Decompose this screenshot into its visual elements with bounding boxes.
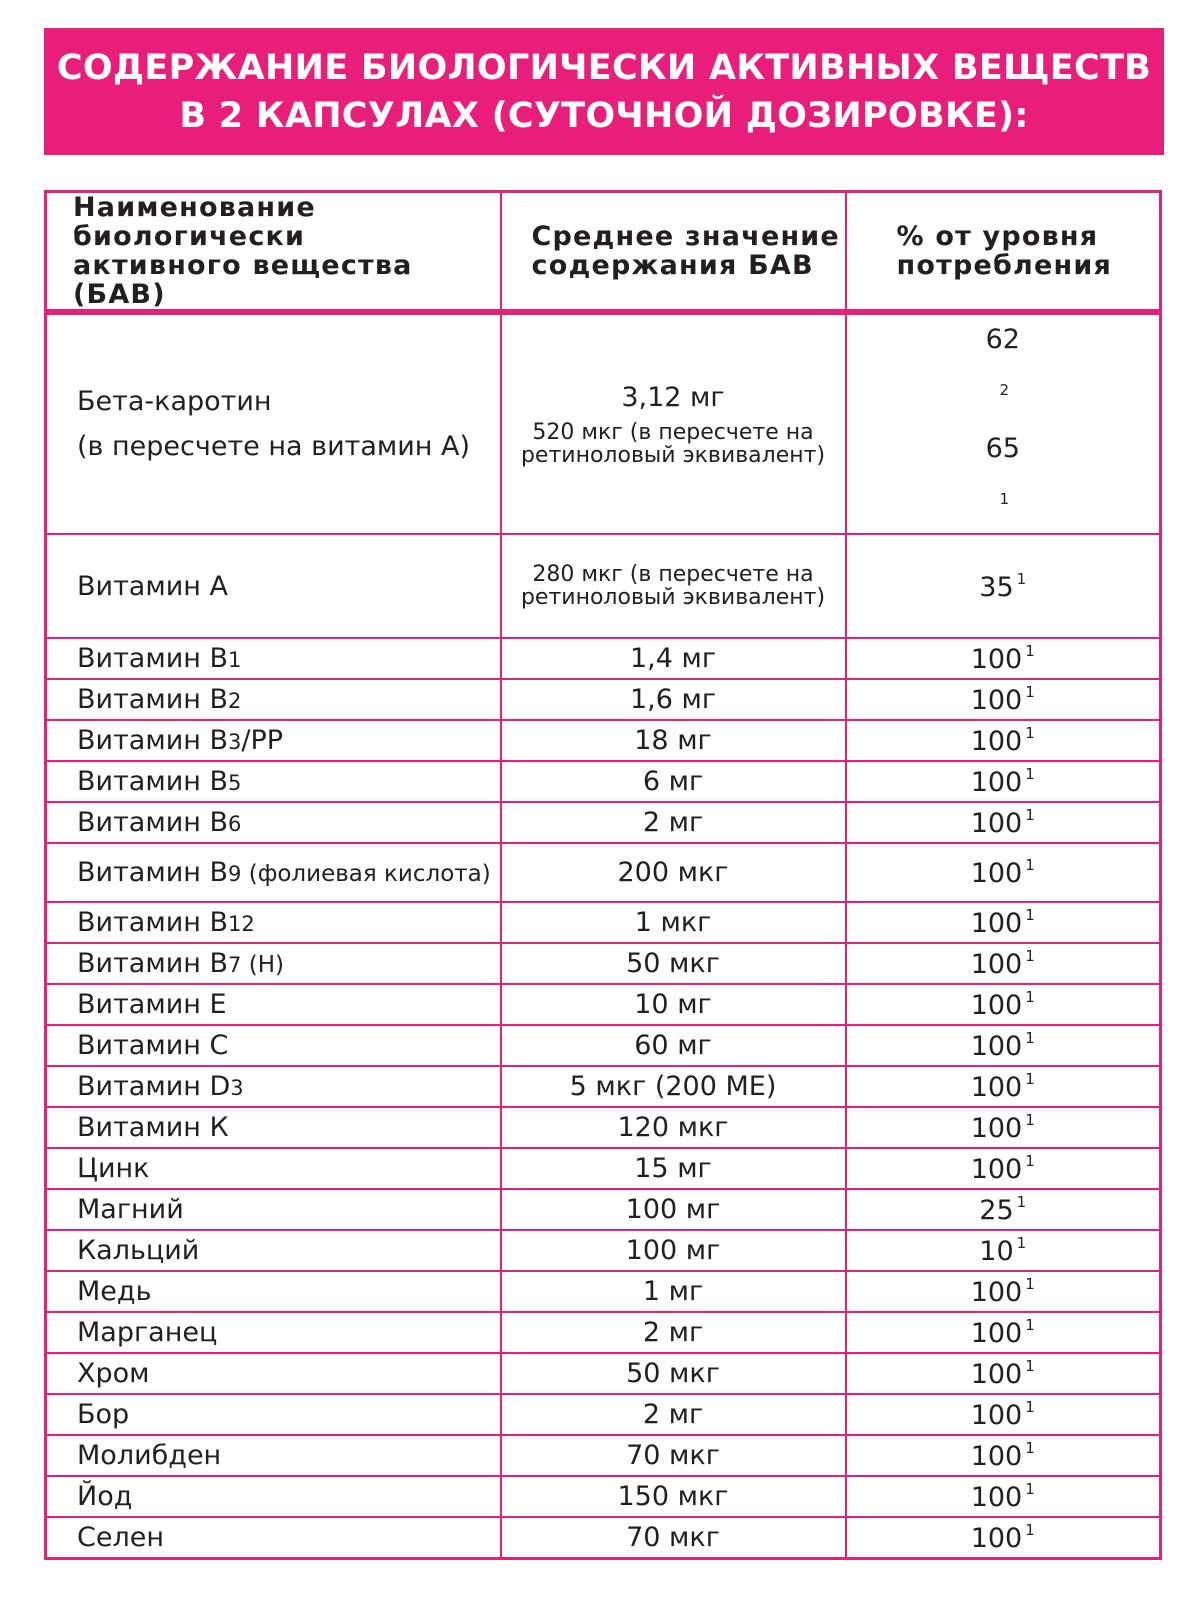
cell-percent: 100 $^1$ xyxy=(846,984,1161,1025)
cell-name: Витамин С xyxy=(46,1025,501,1066)
table-row xyxy=(46,1476,1161,1517)
cell-value: 5 мкг (200 МЕ) xyxy=(501,1066,846,1107)
cell-value: 150 мкг xyxy=(501,1476,846,1517)
cell-name: Витамин В7 (Н) xyxy=(46,943,501,984)
cell-name: Витамин В9 (фолиевая кислота) xyxy=(46,843,501,902)
table-row xyxy=(46,1353,1161,1394)
cell-value: 280 мкг (в пересчете на ретиноловый эквивалент) xyxy=(501,534,846,638)
table-row-vitamin-a xyxy=(46,534,1161,638)
nutrient-table xyxy=(44,190,1162,1560)
cell-percent: 100 $^1$ xyxy=(846,943,1161,984)
cell-percent: 100 $^1$ xyxy=(846,1271,1161,1312)
table-row xyxy=(46,1394,1161,1435)
cell-name: Магний xyxy=(46,1189,501,1230)
table-row xyxy=(46,984,1161,1025)
cell-name: Марганец xyxy=(46,1312,501,1353)
table-row xyxy=(46,679,1161,720)
cell-percent: 62 $^2$ 65 $^1$ xyxy=(846,312,1161,534)
cell-value: 2 мг xyxy=(501,1312,846,1353)
cell-name: Молибден xyxy=(46,1435,501,1476)
header-value: Среднее значение содержания БАВ xyxy=(501,192,846,313)
cell-name: Витамин К xyxy=(46,1107,501,1148)
cell-percent: 100 $^1$ xyxy=(846,902,1161,943)
cell-name: Витамин В2 xyxy=(46,679,501,720)
cell-value: 200 мкг xyxy=(501,843,846,902)
cell-value: 1,4 мг xyxy=(501,638,846,679)
cell-value: 70 мкг xyxy=(501,1435,846,1476)
cell-percent: 100 $^1$ xyxy=(846,1312,1161,1353)
cell-percent: 10 $^1$ xyxy=(846,1230,1161,1271)
table-header-row xyxy=(46,192,1161,313)
cell-name: Витамин В3/РР xyxy=(46,720,501,761)
cell-value: 1 мг xyxy=(501,1271,846,1312)
cell-value: 1 мкг xyxy=(501,902,846,943)
cell-name: Витамин В1 xyxy=(46,638,501,679)
table-row xyxy=(46,1271,1161,1312)
cell-value: 15 мг xyxy=(501,1148,846,1189)
cell-value: 100 мг xyxy=(501,1189,846,1230)
cell-percent: 100 $^1$ xyxy=(846,1107,1161,1148)
cell-value: 2 мг xyxy=(501,1394,846,1435)
cell-percent: 100 $^1$ xyxy=(846,1476,1161,1517)
cell-name: Витамин D3 xyxy=(46,1066,501,1107)
table-row xyxy=(46,638,1161,679)
cell-name: Цинк xyxy=(46,1148,501,1189)
cell-value: 100 мг xyxy=(501,1230,846,1271)
cell-percent: 100 $^1$ xyxy=(846,679,1161,720)
cell-percent: 100 $^1$ xyxy=(846,843,1161,902)
cell-percent: 100 $^1$ xyxy=(846,1148,1161,1189)
cell-value: 70 мкг xyxy=(501,1517,846,1558)
table-row xyxy=(46,720,1161,761)
cell-percent: 100 $^1$ xyxy=(846,802,1161,843)
cell-value: 18 мг xyxy=(501,720,846,761)
cell-name: Бета-каротин (в пересчете на витамин А) xyxy=(46,312,501,534)
table-row xyxy=(46,1066,1161,1107)
cell-percent: 100 $^1$ xyxy=(846,1066,1161,1107)
title-line-2: В 2 КАПСУЛАХ (СУТОЧНОЙ ДОЗИРОВКЕ): xyxy=(179,95,1029,136)
cell-value: 10 мг xyxy=(501,984,846,1025)
table-row xyxy=(46,943,1161,984)
table-row xyxy=(46,802,1161,843)
table-row xyxy=(46,1517,1161,1558)
cell-value: 6 мг xyxy=(501,761,846,802)
table-row xyxy=(46,902,1161,943)
cell-percent: 100 $^1$ xyxy=(846,1025,1161,1066)
cell-percent: 100 $^1$ xyxy=(846,761,1161,802)
cell-value: 50 мкг xyxy=(501,1353,846,1394)
title-banner xyxy=(44,28,1164,155)
cell-name: Витамин А xyxy=(46,534,501,638)
table-row-beta-carotene xyxy=(46,312,1161,534)
table-row xyxy=(46,843,1161,902)
cell-value: 60 мг xyxy=(501,1025,846,1066)
cell-percent: 35 $^1$ xyxy=(846,534,1161,638)
cell-percent: 100 $^1$ xyxy=(846,1517,1161,1558)
table-row xyxy=(46,761,1161,802)
cell-percent: 100 $^1$ xyxy=(846,638,1161,679)
cell-name: Витамин Е xyxy=(46,984,501,1025)
table-row xyxy=(46,1148,1161,1189)
title-line-1: СОДЕРЖАНИЕ БИОЛОГИЧЕСКИ АКТИВНЫХ ВЕЩЕСТВ xyxy=(56,47,1152,88)
cell-name: Кальций xyxy=(46,1230,501,1271)
table-row xyxy=(46,1312,1161,1353)
cell-name: Витамин В6 xyxy=(46,802,501,843)
cell-value: 3,12 мг 520 мкг (в пересчете на ретиноловый эквивалент) xyxy=(501,312,846,534)
cell-name: Витамин В5 xyxy=(46,761,501,802)
cell-percent: 100 $^1$ xyxy=(846,1353,1161,1394)
cell-percent: 100 $^1$ xyxy=(846,1394,1161,1435)
table-row xyxy=(46,1230,1161,1271)
cell-value: 2 мг xyxy=(501,802,846,843)
table-row xyxy=(46,1189,1161,1230)
cell-value: 50 мкг xyxy=(501,943,846,984)
cell-value: 1,6 мг xyxy=(501,679,846,720)
cell-name: Йод xyxy=(46,1476,501,1517)
cell-percent: 25 $^1$ xyxy=(846,1189,1161,1230)
table-row xyxy=(46,1435,1161,1476)
cell-name: Бор xyxy=(46,1394,501,1435)
cell-value: 120 мкг xyxy=(501,1107,846,1148)
cell-name: Витамин В12 xyxy=(46,902,501,943)
header-name: Наименование биологически активного вещества (БАВ) xyxy=(46,192,501,313)
cell-name: Селен xyxy=(46,1517,501,1558)
table-row xyxy=(46,1025,1161,1066)
cell-percent: 100 $^1$ xyxy=(846,1435,1161,1476)
cell-percent: 100 $^1$ xyxy=(846,720,1161,761)
cell-name: Медь xyxy=(46,1271,501,1312)
table-row xyxy=(46,1107,1161,1148)
cell-name: Хром xyxy=(46,1353,501,1394)
header-percent: % от уровня потребления xyxy=(846,192,1161,313)
